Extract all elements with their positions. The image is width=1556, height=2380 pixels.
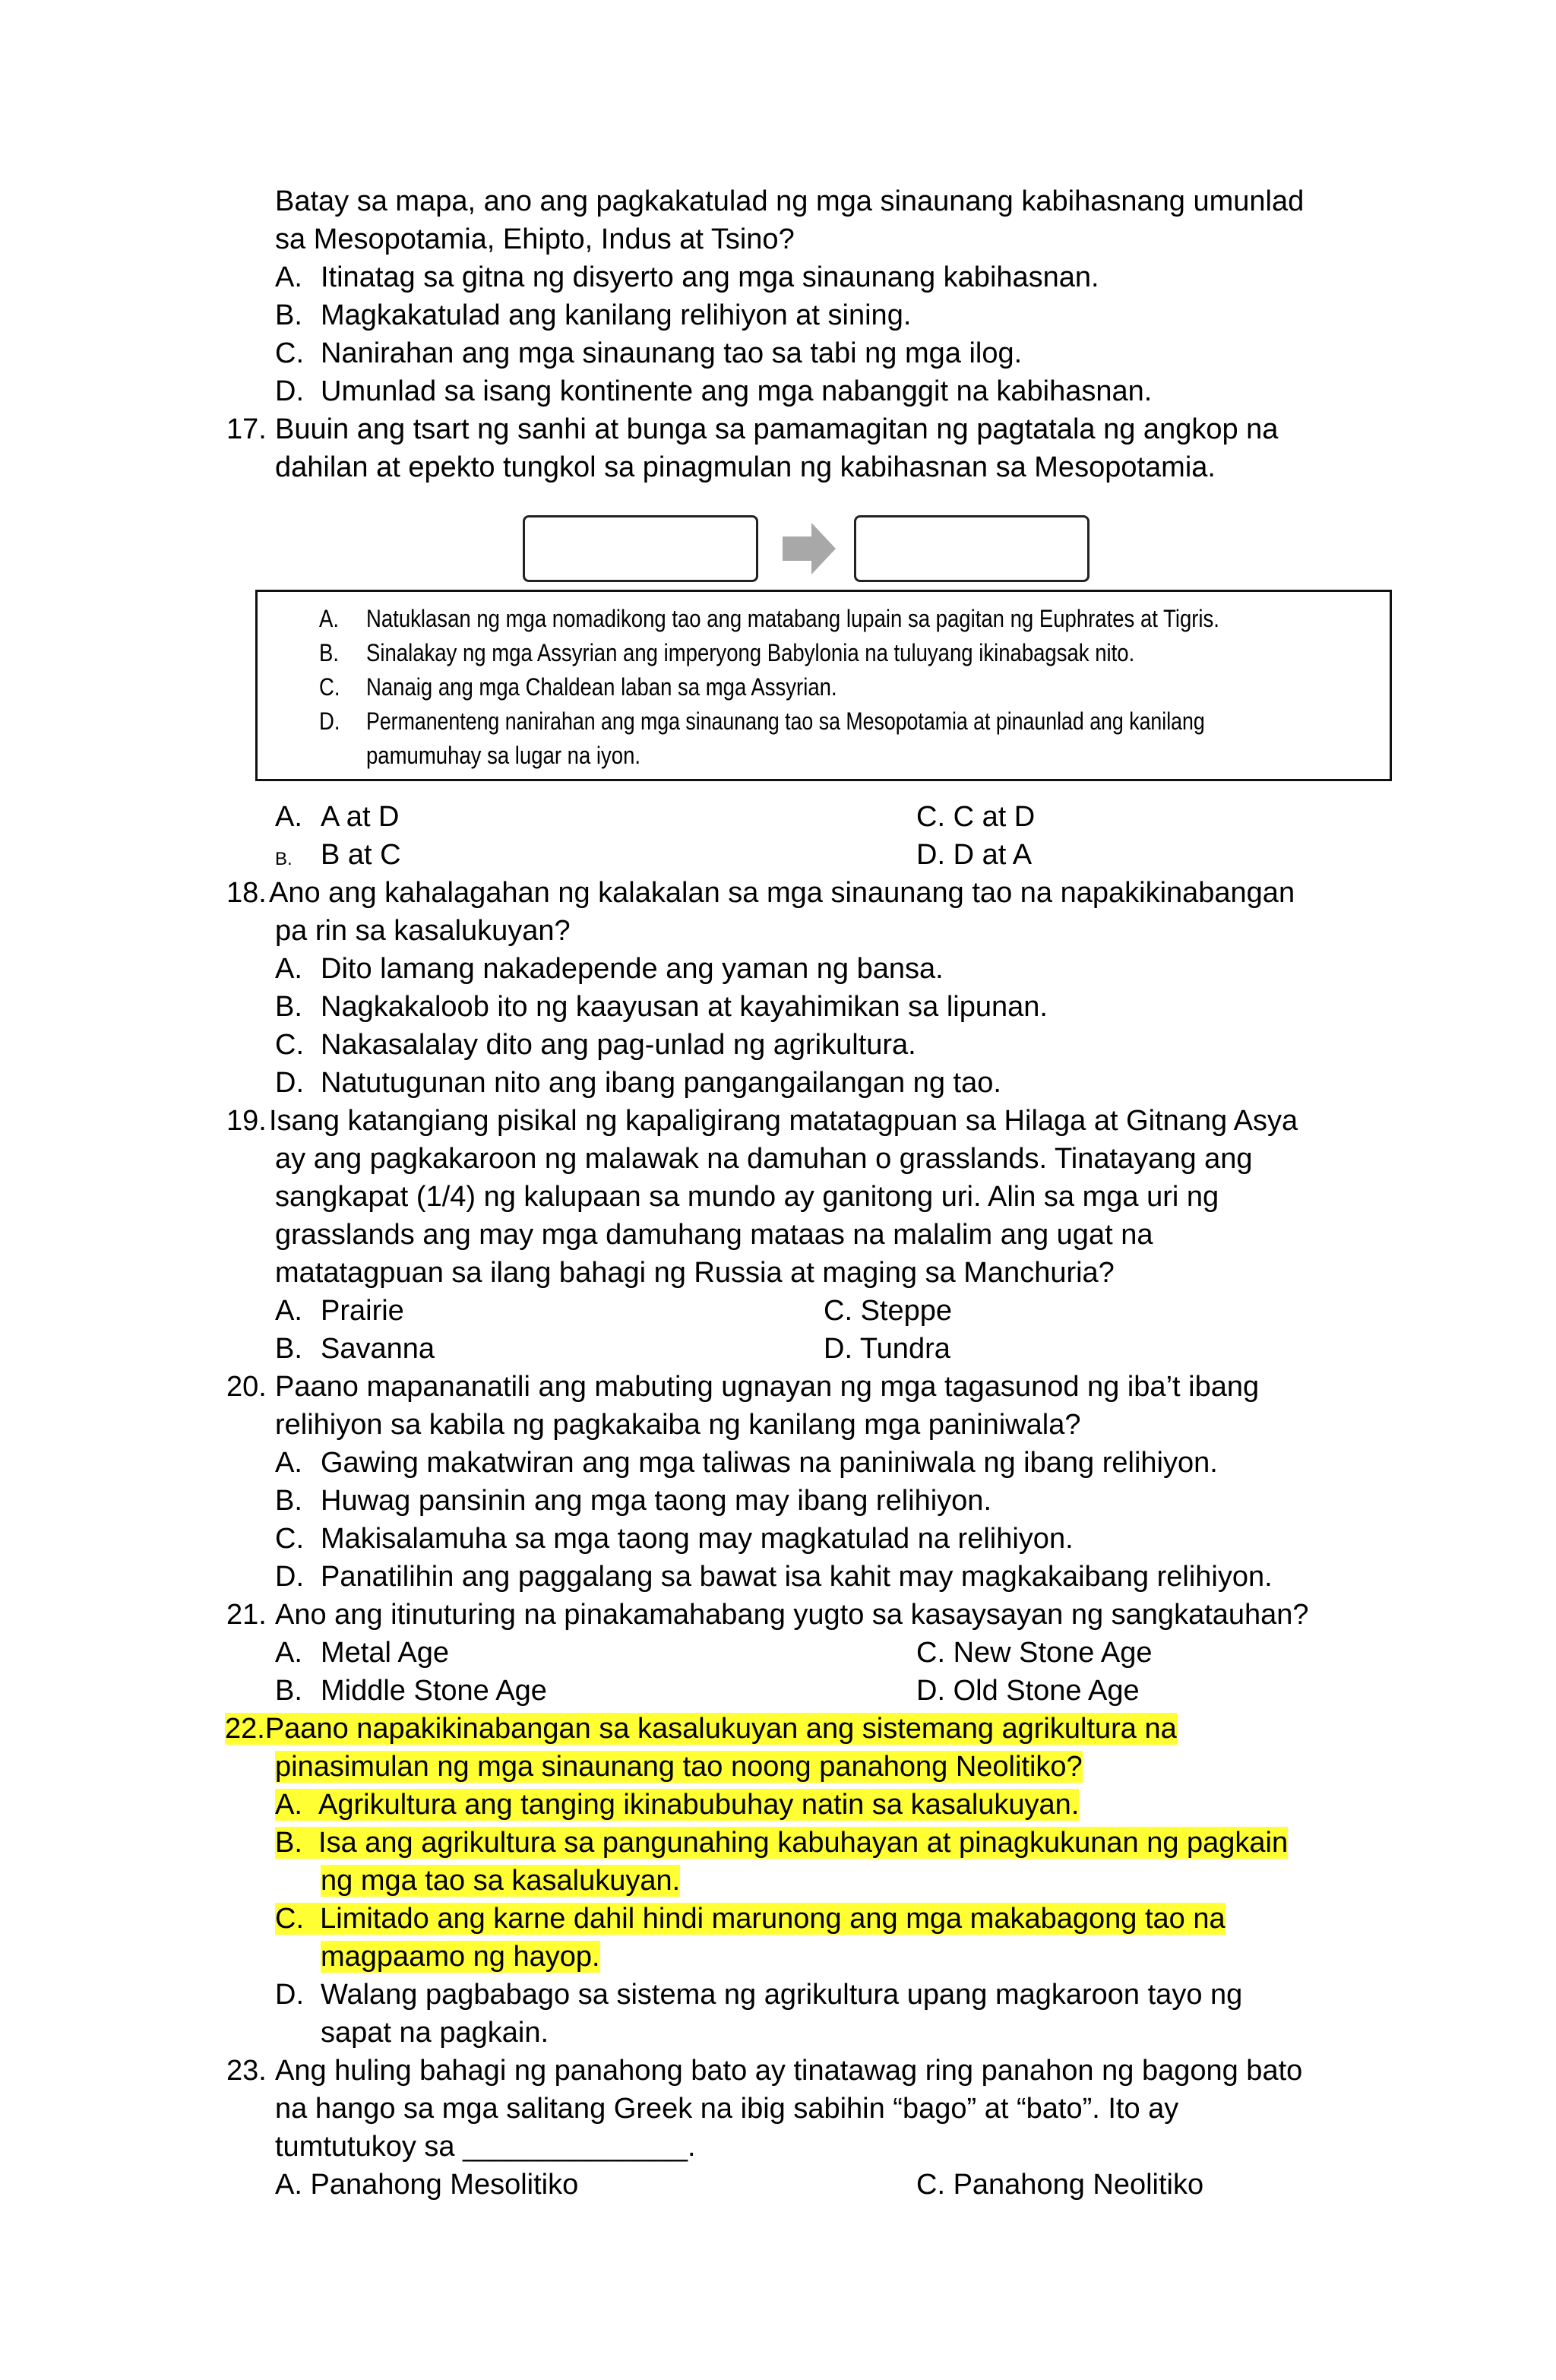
q23-option-a: A. Panahong Mesolitiko <box>275 2169 579 2201</box>
q19-option-c: C. Steppe <box>824 1295 953 1327</box>
q22-option-c: C. Limitado ang karne dahil hindi marunong ang mga makabagong tao na <box>275 1903 1226 1935</box>
q17-box-item-d: Permanenteng nanirahan ang mga sinaunang tao sa Mesopotamia at pinaunlad ang kanilang <box>366 707 1205 735</box>
q17-option-d: D. D at A <box>916 839 1033 871</box>
q17-option-c: C. C at D <box>916 801 1036 833</box>
q20-number: 20. <box>226 1371 267 1403</box>
q19-stem-line-3: sangkapat (1/4) ng kalupaan sa mundo ay ganitong uri. Alin sa mga uri ng <box>275 1181 1219 1213</box>
q18-stem-line-2: pa rin sa kasalukuyan? <box>275 915 571 947</box>
q22-option-a: A. Agrikultura ang tanging ikinabubuhay natin sa kasalukuyan. <box>275 1789 1080 1821</box>
q19-stem-line-5: matatagpuan sa ilang bahagi ng Russia at maging sa Manchuria? <box>275 1257 1115 1289</box>
exam-page: Batay sa mapa, ano ang pagkakatulad ng mga sinaunang kabihasnang umunlad sa Mesopotamia, Ehipto, Indus at Tsino? A. Itinatag sa gitna ng disyerto ang mga sinaunang kabihasnan. B. Magkakatulad ang kanilang relihiyon at sining. C. Nanirahan ang mga sinaunang tao sa tabi ng mga ilog. D. Umunlad sa isang kontinente ang mga nabanggit na kabihasnan. 17. Buuin ang tsart ng sanhi at bunga sa pamamagitan ng pagtatala ng angkop na dahilan at epekto tungkol sa pinagmulan ng kabihasnan sa Mesopotamia. A. Natuklasan ng mga nomadikong tao ang matabang lupain sa pagitan ng Euphrates at Tigris. B. Sinalakay ng mga Assyrian ang imperyong Babylonia na tuluyang ikinabagsak nito. C. Nanaig ang mga Chaldean laban sa mga Assyrian. D. Permanenteng nanirahan ang mga sinaunang tao sa Mesopotamia at pinaunlad ang kanilang pamumuhay sa lugar na iyon. A. A at D C. C at D B. B at C D. D at A 18. Ano ang kahalagahan ng kalakalan sa mga sinaunang tao na napakikinabangan pa rin sa kasalukuyan? A. Dito lamang nakadepende ang yaman ng bansa. B. Nagkakaloob ito ng kaayusan at kayahimikan sa lipunan. C. Nakasalalay dito ang pag-unlad ng agrikultura. D. Natutugunan nito ang ibang pangangailangan ng tao. 19. Isang katangiang pisikal ng kapaligirang matatagpuan sa Hilaga at Gitnang Asya ay ang pagkakaroon ng malawak na damuhan o grasslands. Tinatayang ang sangkapat (1/4) ng kalupaan sa mundo ay ganitong uri. Alin sa mga uri ng grasslands ang may mga damuhang mataas na malalim ang ugat na matatagpuan sa ilang bahagi ng Russia at maging sa Manchuria? A. Prairie C. Steppe B. Savanna D. Tundra 20. Paano mapananatili ang mabuting ugnayan ng mga tagasunod ng iba’t ibang relihiyon sa kabila ng pagkakaiba ng kanilang mga paniniwala? A. Gawing makatwiran ang mga taliwas na paniniwala ng ibang relihiyon. B. Huwag pansinin ang mga taong may ibang relihiyon. C. Makisalamuha sa mga taong may magkatulad na relihiyon. D. Panatilihin ang paggalang sa bawat isa kahit may magkakaibang relihiyon. 21. Ano ang itinuturing na pinakamahabang yugto sa kasaysayan ng sangkatauhan? A. Metal Age C. New Stone Age B. Middle Stone Age D. Old Stone Age 22.Paano napakikinabangan sa kasalukuyan ang sistemang agrikultura na pinasimulan ng mga sinaunang tao noong panahong Neolitiko? A. Agrikultura ang tanging ikinabubuhay natin sa kasalukuyan. B. Isa ang agrikultura sa pangunahing kabuhayan at pinagkukunan ng pagkain ng mga tao sa kasalukuyan. C. Limitado ang karne dahil hindi marunong ang mga makabagong tao na magpaamo ng hayop. D. Walang pagbabago sa sistema ng agrikultura upang magkaroon tayo ng sapat na pagkain. 23. Ang huling bahagi ng panahong bato ay tinatawag ring panahon ng bagong bato na hango sa mga salitang Greek na ibig sabihin “bago” at “bato”. Ito ay tumtutukoy sa ______________. A. Panahong Mesolitiko C. Panahong Neolitiko <box>0 0 1556 2380</box>
q22-option-d-line-2: sapat na pagkain. <box>321 2017 549 2049</box>
q22-stem: 22.Paano napakikinabangan sa kasalukuyan ang sistemang agrikultura na <box>225 1713 1177 1745</box>
q22-option-b: B. Isa ang agrikultura sa pangunahing kabuhayan at pinagkukunan ng pagkain <box>275 1827 1289 1859</box>
q19-stem-line-2: ay ang pagkakaroon ng malawak na damuhan o grasslands. Tinatayang ang <box>275 1143 1253 1175</box>
q22-stem-line-2: pinasimulan ng mga sinaunang tao noong panahong Neolitiko? <box>275 1751 1083 1783</box>
q18-number: 18. <box>226 877 267 909</box>
q21-option-c: C. New Stone Age <box>916 1637 1153 1669</box>
q16-stem-line-2: sa Mesopotamia, Ehipto, Indus at Tsino? <box>275 223 795 255</box>
q16-stem-line-1: Batay sa mapa, ano ang pagkakatulad ng mga sinaunang kabihasnang umunlad <box>275 185 1305 217</box>
q19-option-d: D. Tundra <box>824 1333 950 1365</box>
q22-option-c-line-2: magpaamo ng hayop. <box>321 1941 600 1973</box>
q23-stem-line-3: tumtutukoy sa ______________. <box>275 2131 696 2163</box>
q19-number: 19. <box>226 1105 267 1137</box>
q17-box-item-c: Nanaig ang mga Chaldean laban sa mga Assyrian. <box>366 673 837 701</box>
q21-number: 21. <box>226 1599 267 1631</box>
q22-number: 22. <box>225 1713 265 1745</box>
q23-stem-line-2: na hango sa mga salitang Greek na ibig sabihin “bago” at “bato”. Ito ay <box>275 2093 1179 2125</box>
arrow-right-icon <box>783 521 837 576</box>
q17-box-item-d-line-2: pamumuhay sa lugar na iyon. <box>366 742 641 769</box>
q17-stem-line-2: dahilan at epekto tungkol sa pinagmulan ng kabihasnan sa Mesopotamia. <box>275 451 1216 483</box>
q17-number: 17. <box>226 413 267 445</box>
q20-stem-line-2: relihiyon sa kabila ng pagkakaiba ng kanilang mga paniniwala? <box>275 1409 1081 1441</box>
q19-stem-line-4: grasslands ang may mga damuhang mataas na malalim ang ugat na <box>275 1219 1153 1251</box>
cause-box[interactable] <box>523 515 758 582</box>
effect-box[interactable] <box>854 515 1090 582</box>
q22-option-b-line-2: ng mga tao sa kasalukuyan. <box>321 1865 681 1897</box>
q17-box-item-a: A. <box>319 605 340 632</box>
q23-option-c: C. Panahong Neolitiko <box>916 2169 1204 2201</box>
q23-number: 23. <box>226 2055 267 2087</box>
q21-option-d: D. Old Stone Age <box>916 1675 1140 1707</box>
q17-box-item-b: Sinalakay ng mga Assyrian ang imperyong Babylonia na tuluyang ikinabagsak nito. <box>366 639 1135 666</box>
